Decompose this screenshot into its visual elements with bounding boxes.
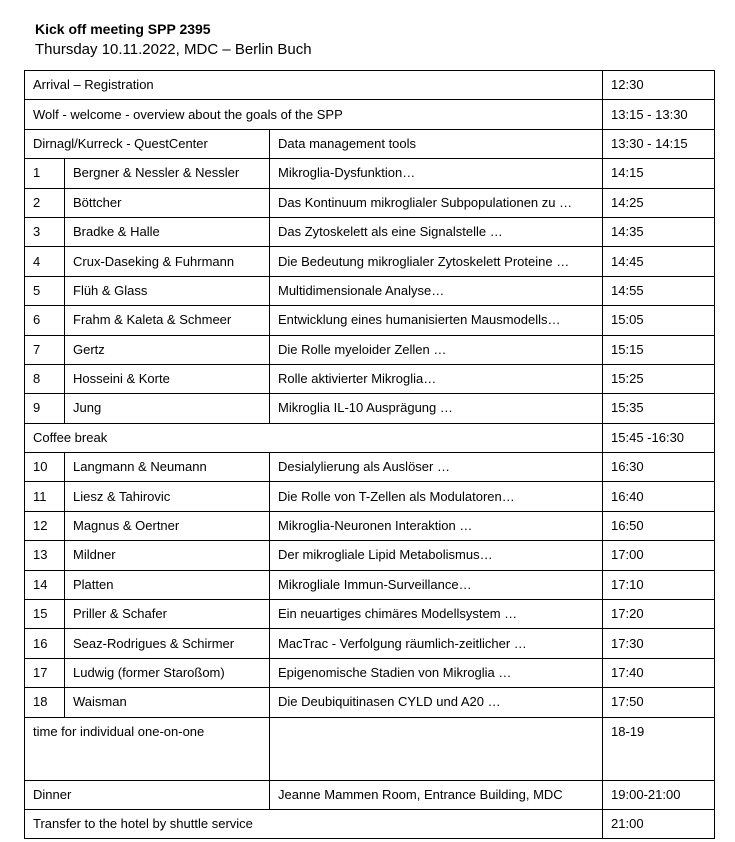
talk-topic: Das Kontinuum mikroglialer Subpopulationen zu … [270,188,603,217]
talk-topic: Desialylierung als Auslöser … [270,453,603,482]
row-time: 21:00 [603,809,715,838]
talk-presenters: Flüh & Glass [65,276,270,305]
talk-topic: Mikroglia IL-10 Ausprägung … [270,394,603,423]
talk-number: 15 [25,600,65,629]
document-header [35,20,312,59]
talk-time: 17:30 [603,629,715,658]
talk-time: 15:15 [603,335,715,364]
talk-presenters: Gertz [65,335,270,364]
row-time: 13:30 - 14:15 [603,129,715,158]
talk-presenters: Liesz & Tahirovic [65,482,270,511]
row-location: Jeanne Mammen Room, Entrance Building, MDC [270,780,603,809]
row-label: Wolf - welcome - overview about the goals of the SPP [25,100,603,129]
talk-number: 14 [25,570,65,599]
talk-presenters: Bradke & Halle [65,217,270,246]
talk-row [25,364,715,393]
talk-topic: Das Zytoskelett als eine Signalstelle … [270,217,603,246]
talk-row [25,276,715,305]
talk-number: 6 [25,306,65,335]
talk-row [25,159,715,188]
talk-row [25,688,715,717]
talk-number: 1 [25,159,65,188]
talk-number: 3 [25,217,65,246]
talk-row [25,247,715,276]
talk-topic: Epigenomische Stadien von Mikroglia … [270,658,603,687]
schedule-row-arrival [25,71,715,100]
row-label: Dinner [25,780,270,809]
talk-time: 15:25 [603,364,715,393]
talk-row [25,570,715,599]
talk-presenters: Bergner & Nessler & Nessler [65,159,270,188]
talk-topic: Mikroglia-Dysfunktion… [270,159,603,188]
talk-time: 16:40 [603,482,715,511]
talk-time: 17:00 [603,541,715,570]
talk-row [25,217,715,246]
row-time: 13:15 - 13:30 [603,100,715,129]
talk-number: 18 [25,688,65,717]
talk-topic: Die Deubiquitinasen CYLD und A20 … [270,688,603,717]
row-time: 19:00-21:00 [603,780,715,809]
schedule-row-questcenter [25,129,715,158]
talk-row [25,541,715,570]
talk-presenters: Langmann & Neumann [65,453,270,482]
meeting-title: Kick off meeting SPP 2395 [35,21,211,37]
talk-topic: Mikroglia-Neuronen Interaktion … [270,511,603,540]
talk-row [25,306,715,335]
talk-row [25,394,715,423]
talk-row [25,453,715,482]
talk-presenters: Waisman [65,688,270,717]
talk-number: 5 [25,276,65,305]
talk-row [25,511,715,540]
talk-topic: Rolle aktivierter Mikroglia… [270,364,603,393]
talk-topic: Der mikrogliale Lipid Metabolismus… [270,541,603,570]
talk-time: 14:35 [603,217,715,246]
talk-time: 14:25 [603,188,715,217]
talk-number: 13 [25,541,65,570]
schedule-body [25,71,715,839]
talk-number: 11 [25,482,65,511]
row-label: time for individual one-on-one [25,717,270,780]
talk-presenters: Crux-Daseking & Fuhrmann [65,247,270,276]
schedule-table [24,70,715,839]
talk-time: 17:50 [603,688,715,717]
talk-presenters: Seaz-Rodrigues & Schirmer [65,629,270,658]
talk-row [25,658,715,687]
talk-presenters: Böttcher [65,188,270,217]
talk-number: 8 [25,364,65,393]
talk-row [25,482,715,511]
row-label: Arrival – Registration [25,71,603,100]
schedule-row-coffee-break [25,423,715,452]
row-presenter: Dirnagl/Kurreck - QuestCenter [25,129,270,158]
talk-number: 2 [25,188,65,217]
schedule-row-transfer [25,809,715,838]
talk-presenters: Hosseini & Korte [65,364,270,393]
talk-topic: Die Rolle myeloider Zellen … [270,335,603,364]
talk-topic: Die Bedeutung mikroglialer Zytoskelett Proteine … [270,247,603,276]
talk-topic: Multidimensionale Analyse… [270,276,603,305]
talk-presenters: Jung [65,394,270,423]
talk-number: 4 [25,247,65,276]
meeting-date-location: Thursday 10.11.2022, MDC – Berlin Buch [35,41,312,58]
talk-number: 17 [25,658,65,687]
row-topic: Data management tools [270,129,603,158]
talk-number: 10 [25,453,65,482]
talk-topic: Ein neuartiges chimäres Modellsystem … [270,600,603,629]
talk-row [25,188,715,217]
talk-time: 14:55 [603,276,715,305]
schedule-row-dinner [25,780,715,809]
talk-row [25,600,715,629]
row-empty-cell [270,717,603,780]
talk-time: 16:50 [603,511,715,540]
talk-presenters: Ludwig (former Staroßom) [65,658,270,687]
talk-number: 9 [25,394,65,423]
row-label: Coffee break [25,423,603,452]
talk-topic: Entwicklung eines humanisierten Mausmodells… [270,306,603,335]
talk-topic: Mikrogliale Immun-Surveillance… [270,570,603,599]
talk-row [25,335,715,364]
talk-time: 14:45 [603,247,715,276]
talk-row [25,629,715,658]
talk-time: 17:40 [603,658,715,687]
talk-presenters: Magnus & Oertner [65,511,270,540]
talk-time: 15:05 [603,306,715,335]
talk-topic: Die Rolle von T-Zellen als Modulatoren… [270,482,603,511]
talk-time: 15:35 [603,394,715,423]
talk-time: 17:10 [603,570,715,599]
talk-number: 12 [25,511,65,540]
talk-number: 16 [25,629,65,658]
talk-topic: MacTrac - Verfolgung räumlich-zeitlicher … [270,629,603,658]
row-label: Transfer to the hotel by shuttle service [25,809,603,838]
row-time: 12:30 [603,71,715,100]
talk-presenters: Frahm & Kaleta & Schmeer [65,306,270,335]
talk-presenters: Platten [65,570,270,599]
schedule-row-welcome [25,100,715,129]
talk-number: 7 [25,335,65,364]
talk-time: 17:20 [603,600,715,629]
talk-time: 14:15 [603,159,715,188]
talk-presenters: Mildner [65,541,270,570]
row-time: 18-19 [603,717,715,780]
row-time: 15:45 -16:30 [603,423,715,452]
talk-time: 16:30 [603,453,715,482]
schedule-row-individual-meetings [25,717,715,780]
talk-presenters: Priller & Schafer [65,600,270,629]
